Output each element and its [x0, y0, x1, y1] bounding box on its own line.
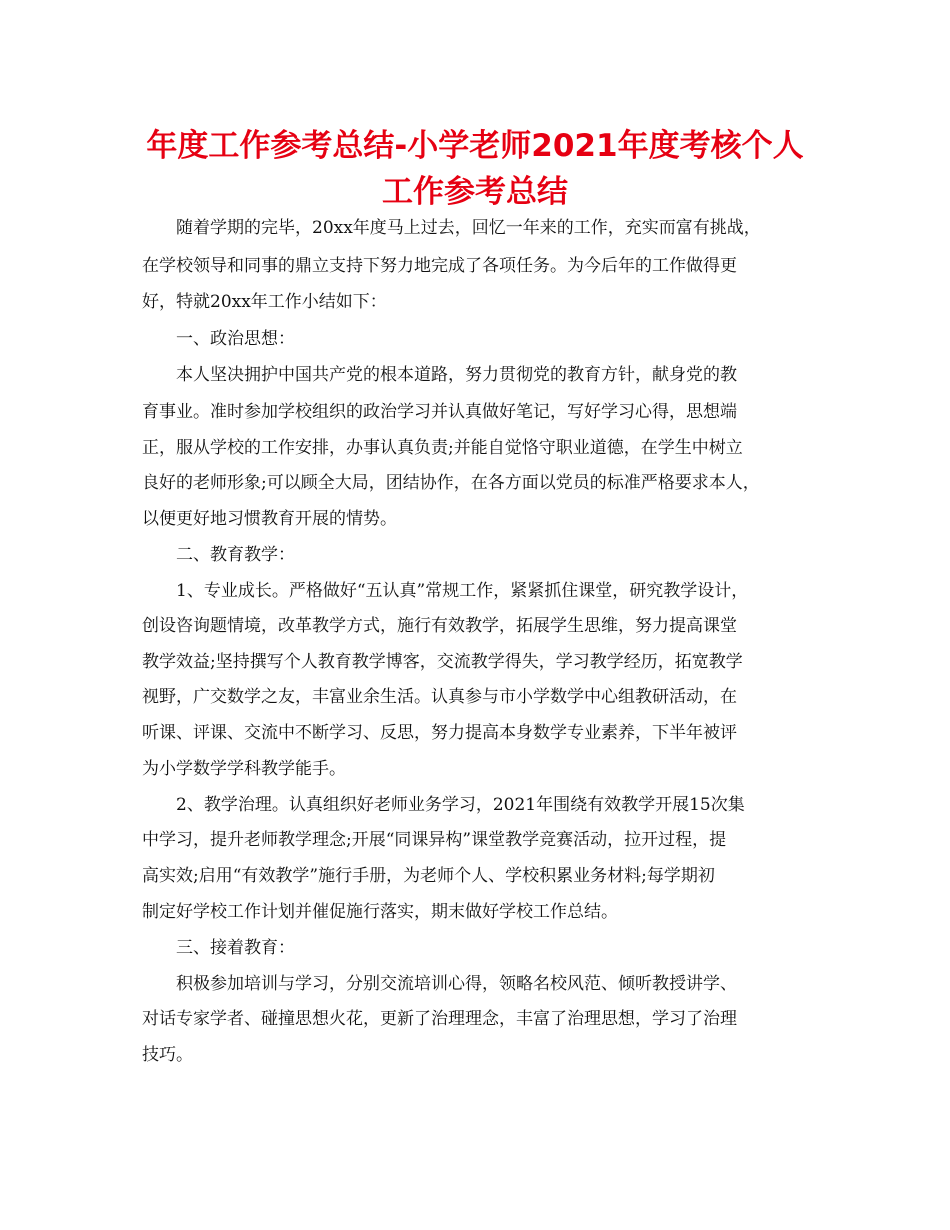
- paragraph-line: 在学校领导和同事的鼎立支持下努力地完成了各项任务。为今后年的工作做得更: [142, 256, 737, 276]
- section-heading: 三、接着教育：: [176, 938, 295, 958]
- paragraph-line: 高实效;启用“有效教学”施行手册，为老师个人、学校积累业务材料;每学期初: [142, 866, 715, 886]
- paragraph-line: 为小学数学学科教学能手。: [142, 759, 346, 779]
- paragraph-line: 视野，广交数学之友，丰富业余生活。认真参与市小学数学中心组教研活动，在: [142, 687, 737, 707]
- document-title-line-2: 工作参考总结: [382, 174, 568, 210]
- section-heading: 一、政治思想：: [176, 329, 295, 349]
- paragraph-line: 中学习，提升老师教学理念;开展“同课异构”课堂教学竞赛活动，拉开过程，提: [142, 830, 727, 850]
- paragraph-line: 本人坚决拥护中国共产党的根本道路，努力贯彻党的教育方针，献身党的教: [176, 365, 737, 385]
- paragraph-line: 1、专业成长。严格做好“五认真”常规工作，紧紧抓住课堂，研究教学设计，: [176, 581, 749, 601]
- paragraph-line: 育事业。准时参加学校组织的政治学习并认真做好笔记，写好学习心得，思想端: [142, 402, 737, 422]
- paragraph-line: 创设咨询题情境，改革教学方式，施行有效教学，拓展学生思维，努力提高课堂: [142, 616, 737, 636]
- paragraph-line: 好，特就20xx年工作小结如下：: [142, 292, 387, 312]
- paragraph-line: 良好的老师形象;可以顾全大局，团结协作，在各方面以党员的标准严格要求本人，: [142, 473, 760, 493]
- paragraph-line: 积极参加培训与学习，分别交流培训心得，领略名校风范、倾听教授讲学、: [176, 974, 737, 994]
- section-heading: 二、教育教学：: [176, 545, 295, 565]
- paragraph-line: 2、教学治理。认真组织好老师业务学习，2021年围绕有效教学开展15次集: [176, 795, 745, 815]
- paragraph-line: 技巧。: [142, 1045, 193, 1065]
- paragraph-line: 随着学期的完毕，20xx年度马上过去，回忆一年来的工作，充实而富有挑战，: [176, 218, 761, 238]
- paragraph-line: 以便更好地习惯教育开展的情势。: [142, 509, 397, 529]
- paragraph-line: 教学效益;坚持撰写个人教育教学博客，交流教学得失，学习教学经历，拓宽教学: [142, 652, 743, 672]
- paragraph-line: 正，服从学校的工作安排，办事认真负责;并能自觉恪守职业道德，在学生中树立: [142, 438, 743, 458]
- paragraph-line: 制定好学校工作计划并催促施行落实，期末做好学校工作总结。: [142, 902, 618, 922]
- document-title-line-1: 年度工作参考总结-小学老师2021年度考核个人: [146, 128, 804, 164]
- paragraph-line: 听课、评课、交流中不断学习、反思，努力提高本身数学专业素养，下半年被评: [142, 723, 737, 743]
- paragraph-line: 对话专家学者、碰撞思想火花，更新了治理理念，丰富了治理思想，学习了治理: [142, 1009, 737, 1029]
